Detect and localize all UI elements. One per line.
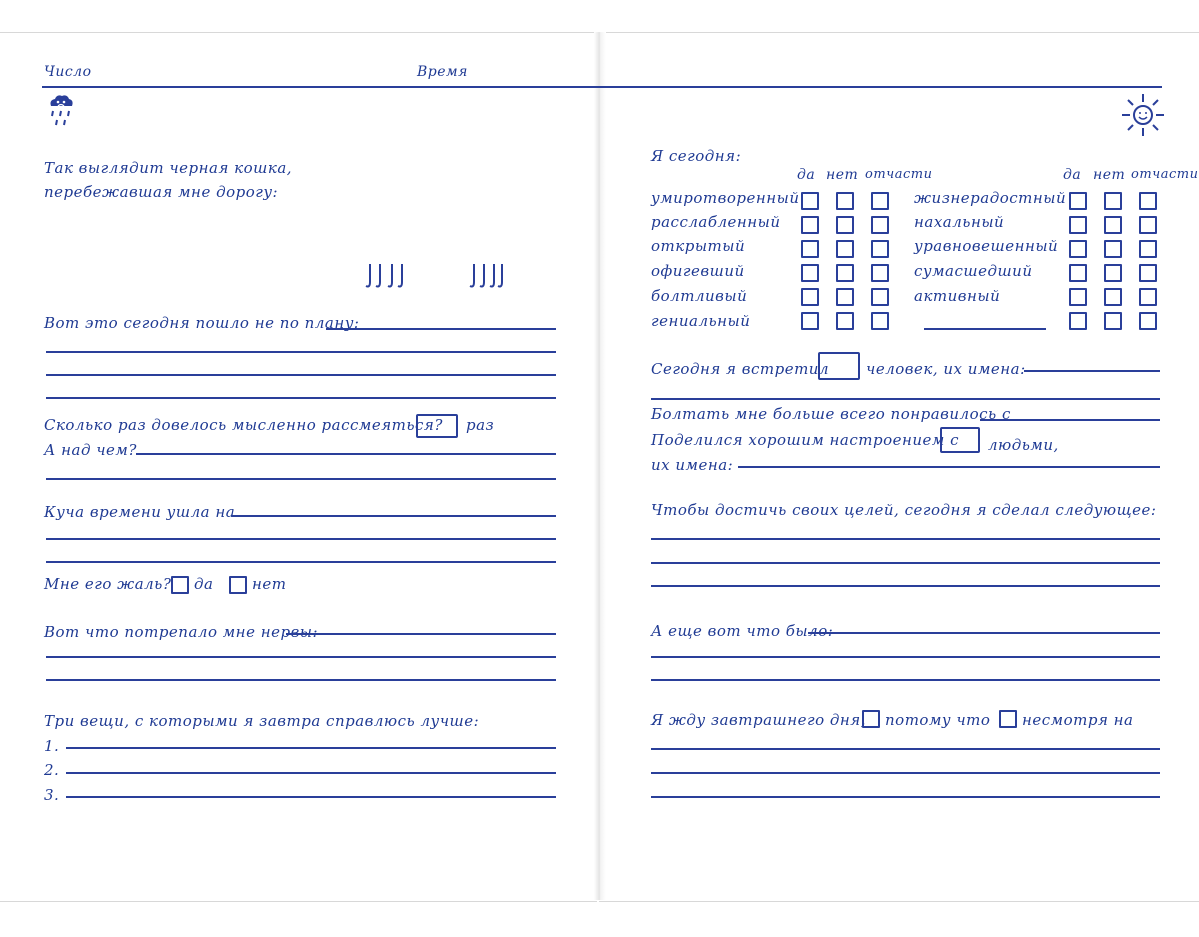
mood-left-5-partly[interactable] bbox=[871, 288, 889, 306]
mood-left-1-yes[interactable] bbox=[801, 192, 819, 210]
time-label: Время bbox=[417, 64, 468, 80]
col-yes-right: да bbox=[1063, 167, 1082, 183]
mood-left-2-no[interactable] bbox=[836, 216, 854, 234]
mood-left-1-partly[interactable] bbox=[871, 192, 889, 210]
shared-count-box[interactable] bbox=[940, 427, 980, 453]
people-label: людьми, bbox=[988, 436, 1059, 454]
regret-no-checkbox[interactable] bbox=[229, 576, 247, 594]
not-planned-line-3[interactable] bbox=[46, 374, 556, 376]
mood-right-6-no[interactable] bbox=[1104, 312, 1122, 330]
item-number-2: 2. bbox=[44, 761, 60, 779]
also-line-2[interactable] bbox=[651, 656, 1160, 658]
three-things-line-2[interactable] bbox=[66, 772, 556, 774]
met-prefix: Сегодня я встретил bbox=[651, 360, 830, 378]
mood-right-5-yes[interactable] bbox=[1069, 288, 1087, 306]
mood-left-1: умиротворенный bbox=[651, 189, 800, 207]
nerves-label: Вот что потрепало мне нервы: bbox=[44, 623, 319, 641]
time-spent-line-3[interactable] bbox=[46, 561, 556, 563]
mood-right-4-partly[interactable] bbox=[1139, 264, 1157, 282]
mood-right-4: сумасшедший bbox=[914, 262, 1033, 280]
time-spent-line-2[interactable] bbox=[46, 538, 556, 540]
also-line-1[interactable] bbox=[808, 632, 1160, 634]
goals-line-1[interactable] bbox=[651, 538, 1160, 540]
mood-right-4-no[interactable] bbox=[1104, 264, 1122, 282]
because-checkbox[interactable] bbox=[862, 710, 880, 728]
met-names-line-1[interactable] bbox=[1024, 370, 1160, 372]
mood-left-3-partly[interactable] bbox=[871, 240, 889, 258]
regret-yes-label: да bbox=[194, 575, 214, 593]
because-label: потому что bbox=[885, 711, 991, 729]
mood-right-2-yes[interactable] bbox=[1069, 216, 1087, 234]
cat-prompt-line2: перебежавшая мне дорогу: bbox=[44, 183, 279, 201]
met-suffix: человек, их имена: bbox=[866, 360, 1026, 378]
tomorrow-line-1[interactable] bbox=[651, 748, 1160, 750]
despite-label: несмотря на bbox=[1022, 711, 1134, 729]
mood-left-3-yes[interactable] bbox=[801, 240, 819, 258]
goals-line-2[interactable] bbox=[651, 562, 1160, 564]
three-things-label: Три вещи, с которыми я завтра справлюсь лучше: bbox=[44, 712, 480, 730]
sun-icon bbox=[1120, 92, 1166, 138]
col-partly-right: отчасти bbox=[1131, 167, 1199, 182]
chat-with-line[interactable] bbox=[980, 419, 1160, 421]
their-names-label: их имена: bbox=[651, 456, 734, 474]
mood-left-5-no[interactable] bbox=[836, 288, 854, 306]
mood-right-2: нахальный bbox=[914, 213, 1005, 231]
col-yes-left: да bbox=[797, 167, 816, 183]
mood-right-1-no[interactable] bbox=[1104, 192, 1122, 210]
mood-left-6: гениальный bbox=[651, 312, 751, 330]
item-number-3: 3. bbox=[44, 786, 60, 804]
header-line bbox=[42, 86, 1162, 88]
mood-left-4-partly[interactable] bbox=[871, 264, 889, 282]
mood-right-2-no[interactable] bbox=[1104, 216, 1122, 234]
mood-left-4: офигевший bbox=[651, 262, 745, 280]
mood-right-3-no[interactable] bbox=[1104, 240, 1122, 258]
about-what-line-1[interactable] bbox=[136, 453, 556, 455]
about-what-line-2[interactable] bbox=[46, 478, 556, 480]
time-spent-line-1[interactable] bbox=[232, 515, 556, 517]
regret-question: Мне его жаль? bbox=[44, 575, 172, 593]
their-names-line[interactable] bbox=[738, 466, 1160, 468]
not-planned-line-2[interactable] bbox=[46, 351, 556, 353]
laugh-unit: раз bbox=[466, 416, 495, 434]
about-what-label: А над чем? bbox=[44, 441, 137, 459]
tomorrow-label: Я жду завтрашнего дня, bbox=[651, 711, 866, 729]
col-no-left: нет bbox=[826, 167, 859, 183]
mood-left-5-yes[interactable] bbox=[801, 288, 819, 306]
cat-footprints-icon bbox=[362, 262, 506, 292]
goals-label: Чтобы достичь своих целей, сегодня я сделал следующее: bbox=[651, 501, 1157, 519]
time-spent-label: Куча времени ушла на bbox=[44, 503, 236, 521]
also-line-3[interactable] bbox=[651, 679, 1160, 681]
three-things-line-3[interactable] bbox=[66, 796, 556, 798]
not-planned-line-1[interactable] bbox=[326, 328, 556, 330]
mood-left-6-yes[interactable] bbox=[801, 312, 819, 330]
met-count-box[interactable] bbox=[818, 352, 860, 380]
mood-right-5-partly[interactable] bbox=[1139, 288, 1157, 306]
rain-cloud-icon bbox=[46, 92, 76, 130]
shared-mood-label: Поделился хорошим настроением с bbox=[651, 431, 960, 449]
mood-left-2: расслабленный bbox=[651, 213, 781, 231]
nerves-line-2[interactable] bbox=[46, 656, 556, 658]
mood-left-3: открытый bbox=[651, 237, 746, 255]
chat-with-label: Болтать мне больше всего понравилось с bbox=[651, 405, 1011, 423]
mood-right-5-no[interactable] bbox=[1104, 288, 1122, 306]
despite-checkbox[interactable] bbox=[999, 710, 1017, 728]
three-things-line-1[interactable] bbox=[66, 747, 556, 749]
mood-right-6-yes[interactable] bbox=[1069, 312, 1087, 330]
mood-left-4-yes[interactable] bbox=[801, 264, 819, 282]
mood-right-4-yes[interactable] bbox=[1069, 264, 1087, 282]
book-spine bbox=[594, 32, 606, 900]
today-i-label: Я сегодня: bbox=[651, 147, 742, 165]
mood-right-1-yes[interactable] bbox=[1069, 192, 1087, 210]
met-names-line-2[interactable] bbox=[651, 398, 1160, 400]
mood-right-3-yes[interactable] bbox=[1069, 240, 1087, 258]
regret-yes-checkbox[interactable] bbox=[171, 576, 189, 594]
mood-right-1: жизнерадостный bbox=[914, 189, 1067, 207]
mood-left-3-no[interactable] bbox=[836, 240, 854, 258]
tomorrow-line-2[interactable] bbox=[651, 772, 1160, 774]
col-no-right: нет bbox=[1093, 167, 1126, 183]
also-label: А еще вот что было: bbox=[651, 622, 834, 640]
mood-left-6-no[interactable] bbox=[836, 312, 854, 330]
mood-right-6-partly[interactable] bbox=[1139, 312, 1157, 330]
mood-right-custom-line[interactable] bbox=[924, 328, 1046, 330]
nerves-line-3[interactable] bbox=[46, 679, 556, 681]
mood-left-6-partly[interactable] bbox=[871, 312, 889, 330]
laugh-question: Сколько раз довелось мысленно рассмеяться? bbox=[44, 416, 443, 434]
nerves-line-1[interactable] bbox=[286, 633, 556, 635]
mood-right-3-partly[interactable] bbox=[1139, 240, 1157, 258]
not-planned-line-4[interactable] bbox=[46, 397, 556, 399]
not-planned-label: Вот это сегодня пошло не по плану: bbox=[44, 314, 360, 332]
cat-prompt-line1: Так выглядит черная кошка, bbox=[44, 159, 293, 177]
col-partly-left: отчасти bbox=[865, 167, 933, 182]
mood-right-5: активный bbox=[914, 287, 1001, 305]
laugh-count-box[interactable] bbox=[416, 414, 458, 438]
mood-right-3: уравновешенный bbox=[914, 237, 1059, 255]
mood-right-1-partly[interactable] bbox=[1139, 192, 1157, 210]
mood-left-2-partly[interactable] bbox=[871, 216, 889, 234]
date-label: Число bbox=[44, 64, 92, 80]
item-number-1: 1. bbox=[44, 737, 60, 755]
tomorrow-line-3[interactable] bbox=[651, 796, 1160, 798]
mood-left-5: болтливый bbox=[651, 287, 748, 305]
mood-right-2-partly[interactable] bbox=[1139, 216, 1157, 234]
mood-left-4-no[interactable] bbox=[836, 264, 854, 282]
regret-no-label: нет bbox=[252, 575, 287, 593]
mood-left-1-no[interactable] bbox=[836, 192, 854, 210]
goals-line-3[interactable] bbox=[651, 585, 1160, 587]
mood-left-2-yes[interactable] bbox=[801, 216, 819, 234]
